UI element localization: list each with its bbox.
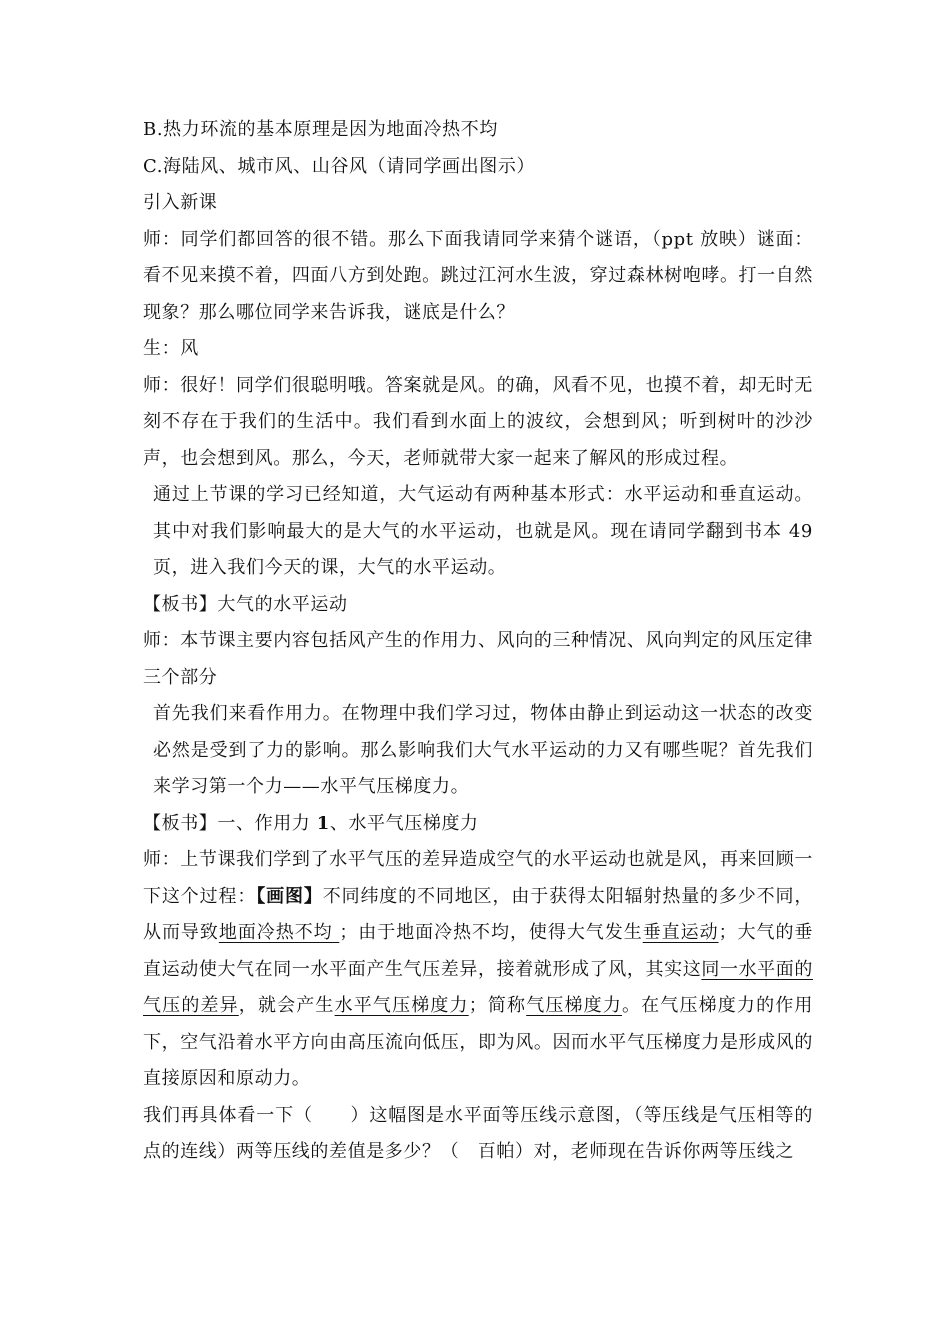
board-section-label: 【板书】一、作用力	[143, 812, 317, 834]
paragraph-teacher-praise: 师：很好！同学们很聪明哦。答案就是风。的确，风看不见，也摸不着，却无时无刻不存在于我们的生活中。我们看到水面上的波纹，会想到风；听到树叶的沙沙声，也会想到风。那么，今天，老师就带大家一起来了解风的形成过程。	[143, 374, 813, 469]
document-body	[143, 112, 813, 1171]
text-segment: ；简称	[468, 995, 527, 1016]
paragraph-intro-heading: 引入新课	[143, 192, 218, 213]
underlined-term-vertical-motion: 垂直运动	[642, 922, 719, 943]
paragraph-lesson-outline: 师：本节课主要内容包括风产生的作用力、风向的三种情况、风向判定的风压定律三个部分	[143, 630, 813, 688]
underlined-term-ground-temperature: 地面冷热不均	[218, 922, 340, 943]
text-segment: 。在气压梯度力的作用下，空气沿着水平方向由高压流向低压，即为风。因而水平气压梯度力是形成风的直接原因和原动力。	[143, 995, 814, 1089]
underlined-term-gradient-force: 气压梯度力	[526, 995, 622, 1016]
text-segment: ；由于地面冷热不均，使得大气发生	[339, 922, 643, 943]
paragraph-board-title: 【板书】大气的水平运动	[143, 593, 348, 615]
paragraph-board-section	[143, 806, 813, 843]
board-section-number: 1	[316, 812, 330, 834]
paragraph-option-b: B.热力环流的基本原理是因为地面冷热不均	[143, 119, 498, 140]
paragraph-teacher-riddle: 师：同学们都回答的很不错。那么下面我请同学来猜个谜语，（ppt 放映）谜面：看不见来摸不着，四面八方到处跑。跳过江河水生波，穿过森林树咆哮。打一自然现象？那么哪位同学来告诉我，谜底是什么？	[143, 228, 813, 323]
paragraph-option-c: C.海陆风、城市风、山谷风（请同学画出图示）	[143, 155, 536, 177]
text-segment: ，就会产生	[238, 995, 335, 1016]
text-segment: 师：上节课我们学到了水平气压的差异造成空气的水平运动也就是风，再来回顾一下这个过程：	[143, 849, 813, 907]
paragraph-pressure-gradient	[143, 842, 813, 1098]
board-section-title: 、水平气压梯度力	[329, 812, 479, 834]
paragraph-isobar-diagram: 我们再具体看一下（ ）这幅图是水平面等压线示意图，（等压线是气压相等的点的连线）两等压线的差值是多少？（ 百帕）对，老师现在告诉你两等压线之	[143, 1104, 813, 1162]
paragraph-student-answer: 生：风	[143, 338, 199, 359]
text-segment: ；大气的垂直运动使大气在同一水平面产生气压差异，接着就形成了风，其实这	[143, 922, 814, 980]
underlined-term-pressure-difference: 同一水平面的气压的差异	[143, 958, 813, 1016]
paragraph-lesson-intro: 通过上节课的学习已经知道，大气运动有两种基本形式：水平运动和垂直运动。其中对我们影响最大的是大气的水平运动，也就是风。现在请同学翻到书本 49 页，进入我们今天的课，大气的水平运动。	[153, 484, 813, 578]
paragraph-force-intro: 首先我们来看作用力。在物理中我们学习过，物体由静止到运动这一状态的改变必然是受到了力的影响。那么影响我们大气水平运动的力又有哪些呢？首先我们来学习第一个力——水平气压梯度力。	[153, 703, 813, 797]
draw-diagram-label: 【画图】	[256, 885, 323, 907]
text-segment: 不同纬度的不同地区，由于获得太阳辐射热量的多少不同，从而导致	[143, 885, 813, 943]
underlined-term-horizontal-gradient-force: 水平气压梯度力	[334, 995, 469, 1016]
